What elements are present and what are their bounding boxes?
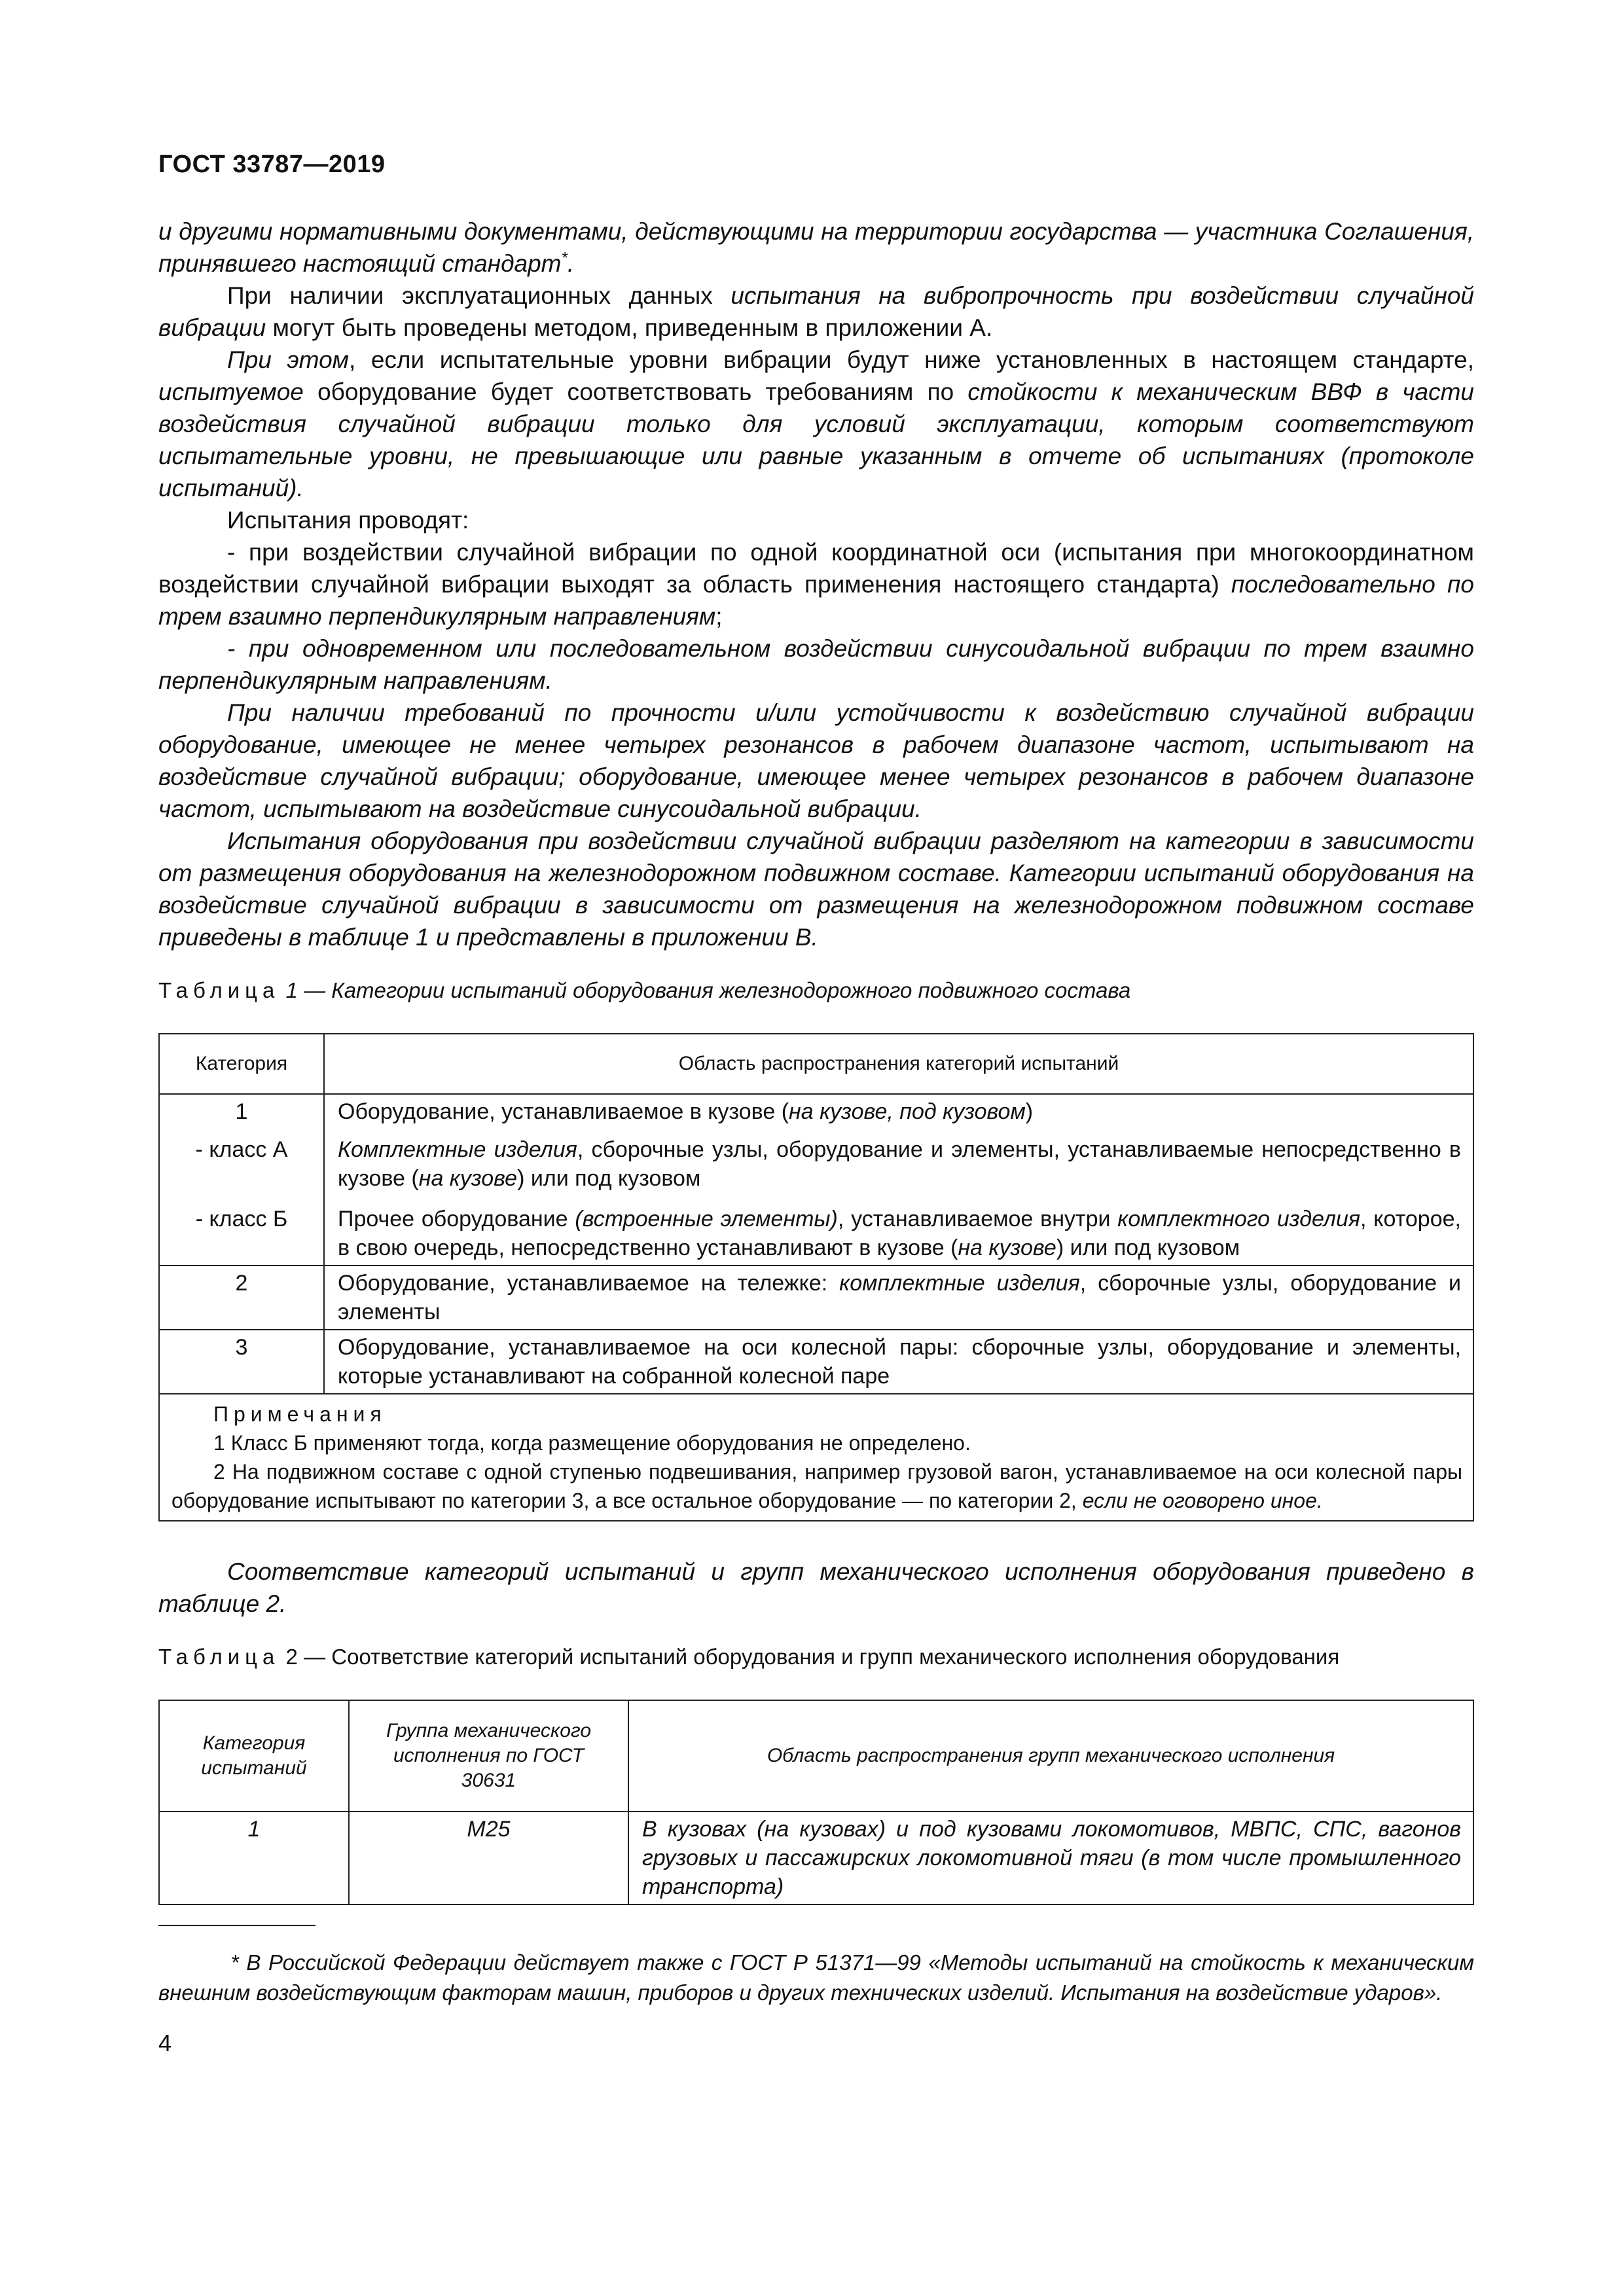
table1-category-cell: 2 (159, 1266, 324, 1330)
table1-scope-cell: Оборудование, устанавливаемое на оси колесной пары: сборочные узлы, оборудование и элементы, которые устанавливают на собранной колесной паре (324, 1330, 1473, 1394)
table-row (159, 1330, 1473, 1394)
table1-scope-cell: Оборудование, устанавливаемое на тележке: комплектные изделия, сборочные узлы, оборудование и элементы (324, 1266, 1473, 1330)
footnote: * В Российской Федерации действует также с ГОСТ Р 51371—99 «Методы испытаний на стойкость к механическим внешним воздействующим факторам машин, приборов и других технических изделий. Испытания на воздействие ударов». (158, 1950, 1474, 2005)
scope-line: Комплектные изделия, сборочные узлы, оборудование и элементы, устанавливаемые непосредственно в кузове (на кузове) или под кузовом (338, 1137, 1461, 1191)
table2 (158, 1700, 1474, 1905)
table-row (159, 1266, 1473, 1330)
notes-label: Примечания (213, 1402, 387, 1426)
table2-header-category: Категория испытаний (159, 1700, 349, 1812)
table2-header-row (159, 1700, 1473, 1812)
note-2: 2 На подвижном составе с одной ступенью подвешивания, например грузовой вагон, устанавливаемое на оси колесной пары оборудование испытывают по категории 3, а все остальное оборудование — по категории 2, если не оговорено иное. (171, 1460, 1462, 1512)
footnote-divider (158, 1925, 316, 1926)
table2-caption: Таблица 2 — Соответствие категорий испытаний оборудования и групп механического исполнения оборудования (158, 1645, 1340, 1669)
table2-group-cell: М25 (349, 1812, 628, 1904)
footnote-mark[interactable]: * (561, 249, 568, 267)
table1-notes-row (159, 1394, 1473, 1521)
document-header: ГОСТ 33787—2019 (158, 151, 386, 178)
table1-category-cell: 3 (159, 1330, 324, 1394)
scope-line: Оборудование, устанавливаемое в кузове (на кузове, под кузовом) (338, 1099, 1034, 1124)
table1-header-category: Категория (159, 1034, 324, 1094)
table2-header-group: Группа механического исполнения по ГОСТ 30631 (349, 1700, 628, 1812)
table2-category-cell: 1 (159, 1812, 349, 1904)
paragraph-categories: Испытания оборудования при воздействии случайной вибрации разделяют на категории в зависимости от размещения оборудования на железнодорожном подвижном составе. Категории испытаний оборудования на воздействие случайной вибрации в зависимости от размещения на железнодорожном подвижном составе приведены в таблице 1 и представлены в приложении В. (158, 828, 1474, 951)
paragraph-continuation: и другими нормативными документами, действующими на территории государства — участника Соглашения, принявшего настоящий стандарт*. (158, 218, 1474, 277)
table1-notes (159, 1394, 1473, 1521)
table1 (158, 1033, 1474, 1522)
table1-caption: Таблица 1 — Категории испытаний оборудования железнодорожного подвижного состава (158, 978, 1131, 1002)
paragraph-tests-conducted: Испытания проводят: (227, 507, 469, 534)
paragraph-operational-data: При наличии эксплуатационных данных испытания на вибропрочность при воздействии случайной вибрации могут быть проведены методом, приведенным в приложении А. (158, 282, 1474, 341)
note-1: 1 Класс Б применяют тогда, когда размещение оборудования не определено. (213, 1431, 971, 1455)
document-page (158, 137, 1474, 2057)
paragraph-text: и другими нормативными документами, действующими на территории государства — участника Соглашения, принявшего настоящий стандарт (158, 218, 1474, 277)
paragraph-correspondence: Соответствие категорий испытаний и групп механического исполнения оборудования приведено в таблице 2. (158, 1558, 1474, 1617)
table1-header-scope: Область распространения категорий испытаний (324, 1034, 1473, 1094)
page-number: 4 (158, 2030, 172, 2056)
table2-scope-cell: В кузовах (на кузовах) и под кузовами локомотивов, МВПС, СПС, вагонов грузовых и пассажирских локомотивной тяги (в том числе промышленного транспорта) (628, 1812, 1473, 1904)
list-item-single-axis: - при воздействии случайной вибрации по одной координатной оси (испытания при многокоординатном воздействии случайной вибрации выходят за область применения настоящего стандарта) последовательно по трем взаимно перпендикулярным направлениям; (158, 539, 1474, 630)
paragraph-test-levels: При этом, если испытательные уровни вибрации будут ниже установленных в настоящем стандарте, испытуемое оборудование будет соответствовать требованиям по стойкости к механическим ВВФ в части воздействия случайной вибрации только для условий эксплуатации, которым соответствуют испытательные уровни, не превышающие или равные указанным в отчете об испытаниях (протоколе испытаний). (158, 346, 1474, 501)
table2-header-scope: Область распространения групп механического исполнения (628, 1700, 1473, 1812)
scope-line: Прочее оборудование (встроенные элементы), устанавливаемое внутри комплектного изделия, которое, в свою очередь, непосредственно устанавливают в кузове (на кузове) или под кузовом (338, 1207, 1461, 1260)
table-row (159, 1094, 1473, 1266)
table1-header-row (159, 1034, 1473, 1094)
table-row (159, 1812, 1473, 1904)
paragraph-requirements: При наличии требований по прочности и/или устойчивости к воздействию случайной вибрации оборудование, имеющее не менее четырех резонансов в рабочем диапазоне частот, испытывают на воздействие случайной вибрации; оборудование, имеющее менее четырех резонансов в рабочем диапазоне частот, испытывают на воздействие синусоидальной вибрации. (158, 699, 1474, 822)
table1-category-cell: 1 - класс А - класс Б (159, 1094, 324, 1266)
list-item-sinusoidal: - при одновременном или последовательном воздействии синусоидальной вибрации по трем взаимно перпендикулярным направлениям. (158, 635, 1474, 694)
table1-scope-cell (324, 1094, 1473, 1266)
